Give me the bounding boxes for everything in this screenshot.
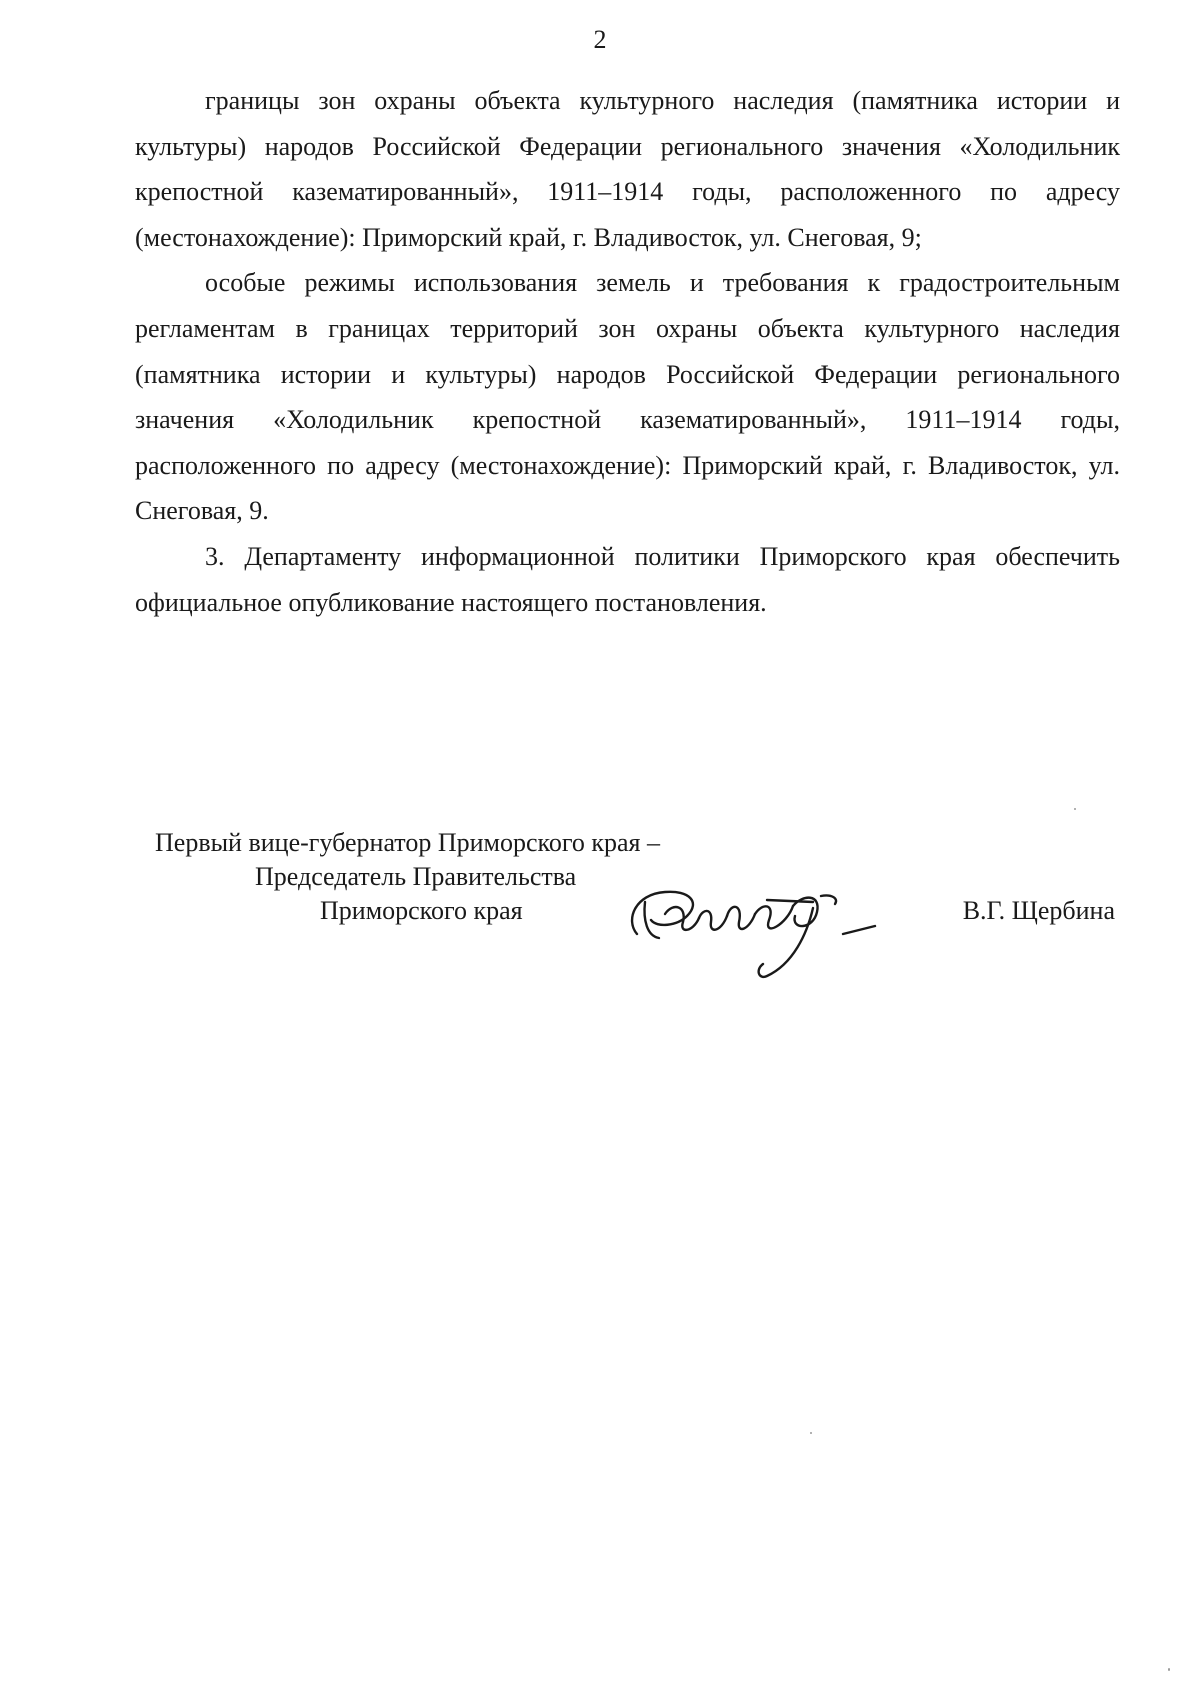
paragraph-zone-boundaries: границы зон охраны объекта культурного наследия (памятника истории и культуры) народов Российской Федерации регионального значения «Холодильник крепостной казематированный», 1911–1914 годы, расположенного по адресу (местонахождение): Приморский край, г. Владивосток, ул. Снеговая, 9; bbox=[135, 86, 1120, 252]
scan-speck bbox=[810, 1432, 812, 1434]
signature-block bbox=[155, 826, 1115, 996]
document-body bbox=[135, 78, 1120, 625]
signatory-position-line-1: Первый вице-губернатор Приморского края – bbox=[155, 828, 660, 857]
signatory-position-line-2: Председатель Правительства bbox=[255, 862, 577, 891]
scan-speck bbox=[1074, 808, 1076, 810]
handwritten-signature bbox=[617, 872, 887, 992]
page-number: 2 bbox=[593, 25, 607, 54]
signatory-position-line-3: Приморского края bbox=[320, 896, 523, 925]
paragraph-publication-order: 3. Департаменту информационной политики Приморского края обеспечить официальное опубликование настоящего постановления. bbox=[135, 541, 1120, 617]
scan-speck bbox=[1168, 1668, 1170, 1671]
signatory-name: В.Г. Щербина bbox=[962, 896, 1115, 925]
paragraph-land-use-regimes: особые режимы использования земель и требования к градостроительным регламентам в границах территорий зон охраны объекта культурного наследия (памятника истории и культуры) народов Российской Федерации регионального значения «Холодильник крепостной казематированный», 1911–1914 годы, расположенного по адресу (местонахождение): Приморский край, г. Владивосток, ул. Снеговая, 9. bbox=[135, 268, 1120, 526]
